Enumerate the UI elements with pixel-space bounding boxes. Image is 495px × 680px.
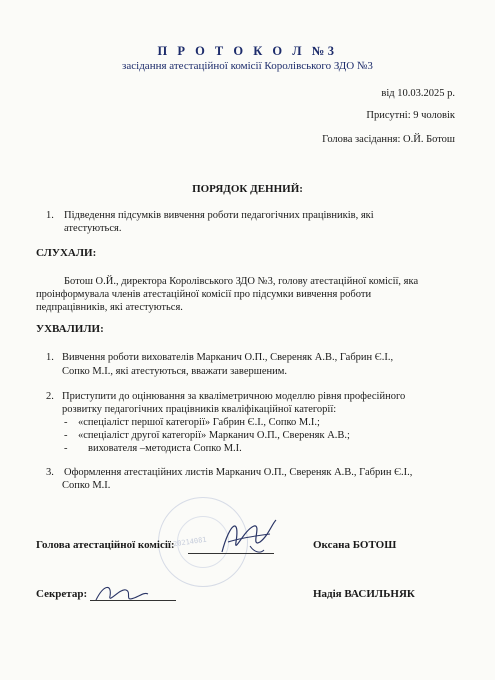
meeting-chair: Голова засідання: О.Й. Ботош bbox=[322, 134, 455, 145]
attendance-count: Присутні: 9 чоловік bbox=[366, 110, 455, 121]
document-subtitle: засідання атестаційної комісії Королівського ЗДО №3 bbox=[122, 60, 373, 72]
bullet-item: «спеціаліст першої категорії» Габрин Є.І., Сопко М.І.; bbox=[78, 417, 320, 428]
secretary-signature-line bbox=[90, 600, 176, 601]
chair-signature-label: Голова атестаційної комісії: bbox=[36, 539, 175, 551]
secretary-signature bbox=[92, 578, 152, 608]
resolution-line: Приступити до оцінювання за кваліметричною моделлю рівня професійного bbox=[62, 391, 406, 402]
chair-signature-line bbox=[188, 553, 274, 554]
resolution-line: розвитку педагогічних працівників кваліфікаційної категорії: bbox=[62, 404, 337, 415]
secretary-label: Секретар: bbox=[36, 588, 88, 600]
resolved-heading: УХВАЛИЛИ: bbox=[36, 323, 104, 335]
agenda-item-line: Підведення підсумків вивчення роботи педагогічних працівників, які bbox=[64, 210, 374, 221]
heard-heading: СЛУХАЛИ: bbox=[36, 247, 97, 259]
heard-line: педпрацівників, які атестуються. bbox=[36, 302, 183, 313]
official-stamp: 20214081 bbox=[158, 497, 248, 587]
chair-signature bbox=[210, 512, 280, 562]
resolution-number: 1. bbox=[46, 352, 54, 363]
resolution-number: 3. bbox=[46, 467, 54, 478]
bullet-item: вихователя –методиста Сопко М.І. bbox=[88, 443, 242, 454]
chair-name: Оксана БОТОШ bbox=[313, 539, 397, 551]
bullet-marker: - bbox=[64, 443, 68, 454]
heard-line: проінформувала членів атестаційної комісії про підсумки вивчення роботи bbox=[36, 289, 372, 300]
resolution-line: Сопко М.І. bbox=[62, 480, 111, 491]
heard-line: Ботош О.Й., директора Королівського ЗДО №3, голову атестаційної комісії, яка bbox=[64, 276, 419, 287]
bullet-marker: - bbox=[64, 430, 68, 441]
bullet-item: «спеціаліст другої категорії» Марканич О.П., Свереняк А.В.; bbox=[78, 430, 350, 441]
meeting-date: від 10.03.2025 р. bbox=[381, 88, 455, 99]
agenda-item-number: 1. bbox=[46, 210, 54, 221]
document-title: П Р О Т О К О Л №3 bbox=[157, 44, 338, 58]
resolution-line: Сопко М.І., які атестуються, вважати завершеним. bbox=[62, 366, 287, 377]
resolution-number: 2. bbox=[46, 391, 54, 402]
resolution-line: Вивчення роботи вихователів Марканич О.П., Свереняк А.В., Габрин Є.І., bbox=[62, 352, 394, 363]
bullet-marker: - bbox=[64, 417, 68, 428]
agenda-item-line: атестуються. bbox=[64, 223, 122, 234]
resolution-line: Оформлення атестаційних листів Марканич О.П., Свереняк А.В., Габрин Є.І., bbox=[64, 467, 413, 478]
secretary-name: Надія ВАСИЛЬНЯК bbox=[313, 588, 415, 600]
agenda-heading: ПОРЯДОК ДЕННИЙ: bbox=[192, 183, 303, 195]
